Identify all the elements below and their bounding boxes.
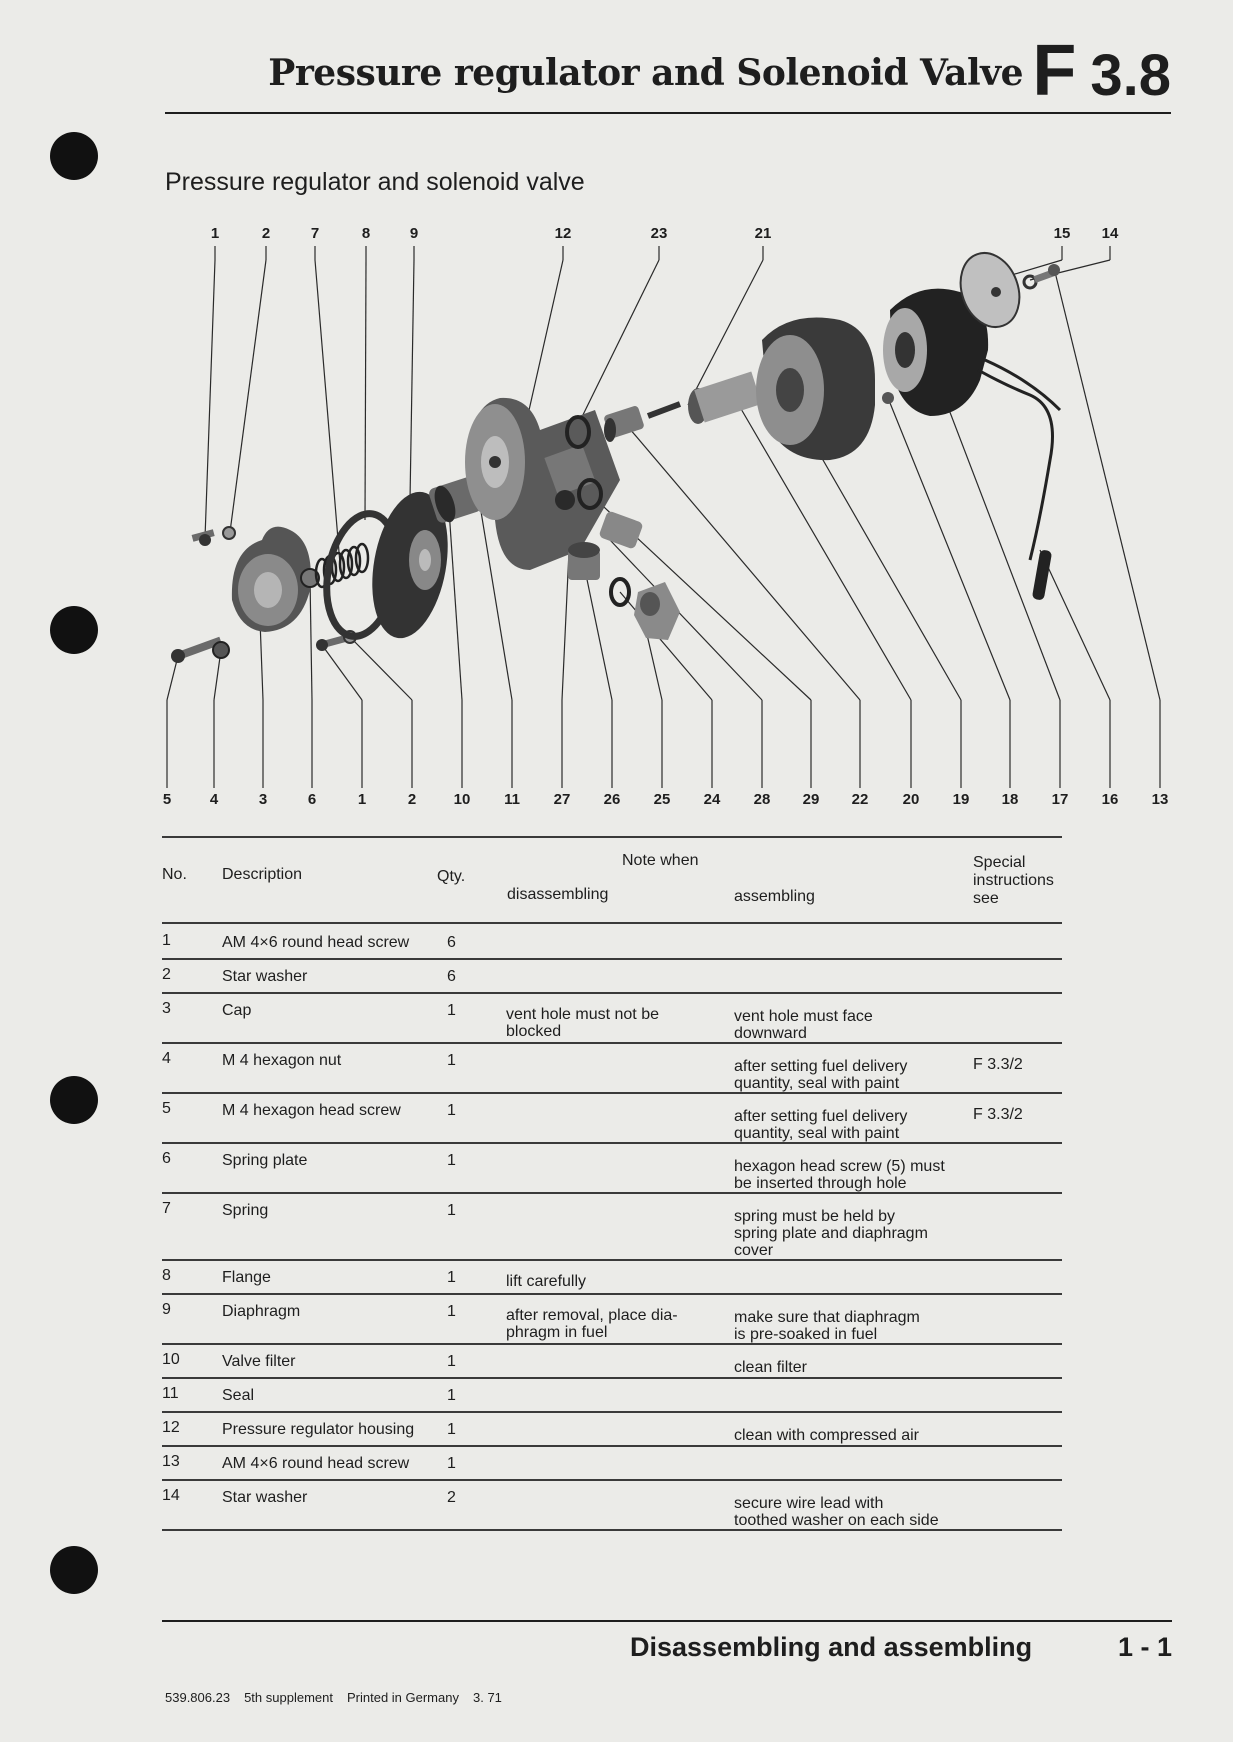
row-8-qty: 1	[447, 1269, 456, 1286]
row-4-assembling-1: quantity, seal with paint	[734, 1075, 900, 1092]
callout-bottom-4: 4	[209, 791, 219, 808]
row-4-assembling-0: after setting fuel delivery	[734, 1058, 908, 1075]
row-2-qty: 6	[447, 968, 456, 985]
callout-bottom-29: 29	[802, 791, 820, 808]
row-1-description: AM 4×6 round head screw	[222, 934, 410, 951]
printed-in: Printed in Germany	[346, 1690, 459, 1705]
callout-bottom-22: 22	[851, 791, 869, 808]
callout-top-14: 14	[1101, 225, 1119, 242]
fitting-26-illustration	[568, 542, 600, 580]
row-3-assembling-1: downward	[734, 1025, 807, 1042]
callout-bottom-18: 18	[1001, 791, 1019, 808]
callout-bottom-2: 2	[407, 791, 417, 808]
callout-top-2: 2	[261, 225, 271, 242]
row-14-no: 14	[162, 1487, 180, 1504]
row-9-disassembling-0: after removal, place dia-	[506, 1307, 678, 1324]
row-rule	[162, 992, 1062, 994]
callout-top-1: 1	[210, 225, 220, 242]
row-14-description: Star washer	[222, 1489, 308, 1506]
punch-hole-4	[50, 1546, 98, 1594]
part-number: 539.806.23	[165, 1690, 231, 1705]
row-rule	[162, 1293, 1062, 1295]
row-rule	[162, 958, 1062, 960]
callout-bottom-1: 1	[357, 791, 367, 808]
callout-bottom-13: 13	[1151, 791, 1169, 808]
row-7-no: 7	[162, 1200, 171, 1217]
row-rule	[162, 1042, 1062, 1044]
callout-top-23: 23	[650, 225, 668, 242]
header-description: Description	[222, 866, 303, 883]
supplement: 5th supplement	[244, 1690, 333, 1705]
header-rule-bottom	[162, 922, 1062, 924]
nut-4-illustration	[213, 642, 229, 658]
header-qty: Qty.	[437, 868, 466, 885]
leader-bottom-6-diag	[310, 578, 312, 700]
row-11-description: Seal	[222, 1387, 255, 1404]
fitting-28-illustration	[598, 510, 643, 549]
header-rule	[165, 112, 1171, 114]
row-5-assembling-1: quantity, seal with paint	[734, 1125, 900, 1142]
header-disassembling: disassembling	[507, 886, 609, 903]
row-3-disassembling-1: blocked	[506, 1023, 562, 1040]
section-number: 3.8	[1090, 43, 1171, 108]
row-rule	[162, 1479, 1062, 1481]
header-special-2: instructions	[973, 872, 1054, 889]
row-rule	[162, 1142, 1062, 1144]
row-3-disassembling-0: vent hole must not be	[506, 1006, 659, 1023]
solenoid-housing-19-illustration	[756, 318, 875, 461]
callout-bottom-10: 10	[453, 791, 471, 808]
footer-section-title: Disassembling and assembling	[630, 1632, 1033, 1662]
row-4-description: M 4 hexagon nut	[222, 1052, 342, 1069]
punch-hole-2	[50, 606, 98, 654]
leader-top-1-diag	[205, 260, 215, 538]
callout-bottom-24: 24	[703, 791, 721, 808]
callout-bottom-16: 16	[1101, 791, 1119, 808]
header-special-1: Special	[973, 854, 1026, 871]
row-2-no: 2	[162, 966, 171, 983]
row-9-disassembling-1: phragm in fuel	[506, 1324, 608, 1341]
callout-bottom-6: 6	[307, 791, 317, 808]
callout-bottom-5: 5	[162, 791, 172, 808]
row-rule	[162, 1259, 1062, 1261]
row-6-assembling-1: be inserted through hole	[734, 1175, 907, 1192]
screw-1-illustration	[192, 529, 215, 546]
row-9-assembling-1: is pre-soaked in fuel	[734, 1326, 878, 1343]
leader-bottom-28-diag	[610, 540, 762, 700]
row-8-no: 8	[162, 1267, 171, 1284]
header-note-when: Note when	[622, 852, 699, 869]
leader-bottom-13-diag	[1055, 272, 1160, 700]
row-4-no: 4	[162, 1050, 171, 1067]
leader-top-23-diag	[578, 260, 659, 425]
row-1-qty: 6	[447, 934, 456, 951]
footer-rule	[162, 1620, 1172, 1622]
row-6-assembling-0: hexagon head screw (5) must	[734, 1158, 945, 1175]
row-7-assembling-0: spring must be held by	[734, 1208, 895, 1225]
screw-18-illustration	[882, 392, 894, 404]
row-10-qty: 1	[447, 1353, 456, 1370]
row-14-qty: 2	[447, 1489, 456, 1506]
row-rule	[162, 1377, 1062, 1379]
row-3-assembling-0: vent hole must face	[734, 1008, 873, 1025]
row-9-no: 9	[162, 1301, 171, 1318]
print-date: 3. 71	[472, 1690, 502, 1705]
row-9-description: Diaphragm	[222, 1303, 301, 1320]
row-11-no: 11	[162, 1385, 179, 1402]
page-number: 1 - 1	[1118, 1632, 1173, 1662]
row-7-description: Spring	[222, 1202, 269, 1219]
page-header-title: Pressure regulator and Solenoid Valve	[268, 52, 1023, 94]
callout-bottom-19: 19	[952, 791, 970, 808]
row-10-assembling-0: clean filter	[734, 1359, 807, 1376]
cap-3-illustration	[232, 527, 311, 632]
row-rule	[162, 1343, 1062, 1345]
row-14-assembling-0: secure wire lead with	[734, 1495, 884, 1512]
row-4-special: F 3.3/2	[973, 1056, 1023, 1073]
row-14-assembling-1: toothed washer on each side	[734, 1512, 939, 1529]
row-5-no: 5	[162, 1100, 171, 1117]
row-3-description: Cap	[222, 1002, 252, 1019]
washer-2-illustration	[223, 527, 235, 539]
callout-top-12: 12	[554, 225, 572, 242]
callout-bottom-3: 3	[258, 791, 268, 808]
row-6-qty: 1	[447, 1152, 456, 1169]
table-top-rule	[162, 836, 1062, 838]
callout-bottom-17: 17	[1051, 791, 1069, 808]
row-3-no: 3	[162, 1000, 171, 1017]
row-13-no: 13	[162, 1453, 180, 1470]
row-4-qty: 1	[447, 1052, 456, 1069]
callout-top-9: 9	[409, 225, 419, 242]
callout-bottom-26: 26	[603, 791, 621, 808]
row-7-assembling-1: spring plate and diaphragm	[734, 1225, 928, 1242]
row-11-qty: 1	[447, 1387, 456, 1404]
row-rule	[162, 1192, 1062, 1194]
leader-top-9-diag	[410, 260, 414, 500]
row-13-qty: 1	[447, 1455, 456, 1472]
leader-bottom-16-diag	[1040, 550, 1110, 700]
row-7-qty: 1	[447, 1202, 456, 1219]
leader-top-2-diag	[230, 260, 266, 532]
row-5-description: M 4 hexagon head screw	[222, 1102, 401, 1119]
callout-top-8: 8	[361, 225, 371, 242]
wire-lead-16-illustration	[978, 360, 1060, 560]
callout-top-7: 7	[310, 225, 320, 242]
print-info	[165, 1690, 516, 1705]
row-5-special: F 3.3/2	[973, 1106, 1023, 1123]
diagram-parts	[171, 245, 1060, 663]
leader-bottom-18-diag	[888, 398, 1010, 700]
row-2-description: Star washer	[222, 968, 308, 985]
page-subtitle: Pressure regulator and solenoid valve	[165, 168, 585, 196]
callout-bottom-27: 27	[553, 791, 571, 808]
row-12-no: 12	[162, 1419, 180, 1436]
leader-bottom-3-diag	[260, 620, 263, 700]
leader-bottom-10-diag	[448, 495, 462, 700]
valve-body-20-illustration	[688, 372, 762, 424]
leader-top-8-diag	[365, 260, 366, 520]
pin-21-illustration	[648, 404, 680, 416]
row-9-assembling-0: make sure that diaphragm	[734, 1309, 920, 1326]
row-7-assembling-2: cover	[734, 1242, 774, 1259]
valve-22-illustration	[603, 405, 645, 442]
row-12-description: Pressure regulator housing	[222, 1421, 415, 1438]
leader-top-7-diag	[315, 260, 340, 564]
row-13-description: AM 4×6 round head screw	[222, 1455, 410, 1472]
row-5-assembling-0: after setting fuel delivery	[734, 1108, 908, 1125]
row-10-description: Valve filter	[222, 1353, 296, 1370]
screw-1-lower-illustration	[316, 635, 346, 651]
leader-bottom-1-diag	[322, 645, 362, 700]
section-letter: F	[1032, 31, 1077, 111]
row-12-assembling-0: clean with compressed air	[734, 1427, 919, 1444]
connector-16-illustration	[1032, 549, 1053, 600]
row-5-qty: 1	[447, 1102, 456, 1119]
leader-bottom-2-diag	[350, 637, 412, 700]
union-nut-25-illustration	[634, 582, 680, 640]
row-1-no: 1	[162, 932, 171, 949]
callout-bottom-28: 28	[753, 791, 771, 808]
row-rule	[162, 1529, 1062, 1531]
row-rule	[162, 1445, 1062, 1447]
row-9-qty: 1	[447, 1303, 456, 1320]
row-rule	[162, 1411, 1062, 1413]
row-6-no: 6	[162, 1150, 171, 1167]
row-8-disassembling-0: lift carefully	[506, 1273, 587, 1290]
header-no: No.	[162, 866, 187, 883]
header-assembling: assembling	[734, 888, 815, 905]
row-6-description: Spring plate	[222, 1152, 308, 1169]
section-code	[1032, 30, 1171, 112]
leader-bottom-26-diag	[584, 565, 612, 700]
punch-hole-1	[50, 132, 98, 180]
row-8-description: Flange	[222, 1269, 271, 1286]
row-10-no: 10	[162, 1351, 180, 1368]
header-special-3: see	[973, 890, 999, 907]
callout-bottom-25: 25	[653, 791, 671, 808]
callout-bottom-11: 11	[504, 791, 520, 808]
callout-top-15: 15	[1053, 225, 1071, 242]
callout-bottom-20: 20	[902, 791, 920, 808]
punch-hole-3	[50, 1076, 98, 1124]
exploded-view-diagram	[150, 220, 1190, 820]
callout-top-21: 21	[754, 225, 772, 242]
row-rule	[162, 1092, 1062, 1094]
row-3-qty: 1	[447, 1002, 456, 1019]
row-12-qty: 1	[447, 1421, 456, 1438]
